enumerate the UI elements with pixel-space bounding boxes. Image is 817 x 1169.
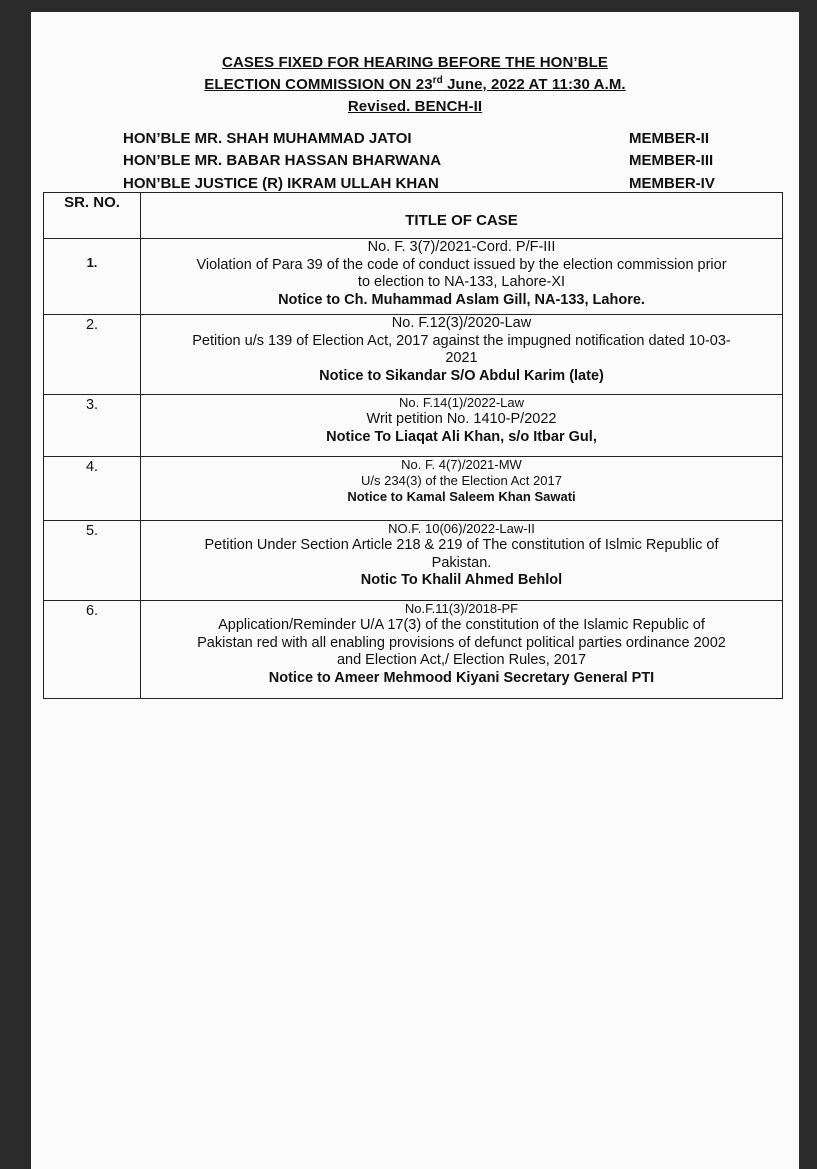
case-description: Pakistan. [431, 554, 492, 571]
case-title-cell [141, 395, 783, 457]
sr-no-cell: 6. [44, 601, 141, 699]
sr-no-cell: 1. [44, 239, 141, 315]
case-title-cell [141, 521, 783, 601]
case-file-number: No. F.12(3)/2020-Law [391, 315, 532, 331]
case-notice: Notic To Khalil Ahmed Behlol [360, 572, 563, 588]
table-row [44, 521, 783, 601]
sr-no-header: SR. NO. [44, 193, 141, 239]
heading-line-1: CASES FIXED FOR HEARING BEFORE THE HON’BLE [222, 54, 608, 71]
case-description: to election to NA-133, Lahore-XI [357, 274, 566, 290]
case-notice: Notice to Ch. Muhammad Aslam Gill, NA-133, Lahore. [278, 291, 645, 308]
case-description: Petition Under Section Article 218 & 219 of The constitution of Islmic Republic of [204, 537, 719, 553]
sr-no-cell: 5. [44, 521, 141, 601]
case-notice: Notice to Ameer Mehmood Kiyani Secretary General PTI [268, 669, 655, 686]
case-notice: Notice to Sikandar S/O Abdul Karim (late) [319, 367, 604, 384]
case-title-cell [141, 457, 783, 521]
heading-date-suffix: rd [432, 75, 443, 86]
heading-date-prefix: ELECTION COMMISSION ON 23 [204, 76, 433, 93]
table-row [44, 601, 783, 699]
case-description: and Election Act,/ Election Rules, 2017 [336, 652, 587, 668]
member-role-2: MEMBER-III [629, 152, 714, 169]
case-description: Application/Reminder U/A 17(3) of the constitution of the Islamic Republic of [218, 617, 705, 633]
cases-table [43, 192, 783, 699]
sr-no-cell: 3. [44, 395, 141, 457]
case-title-cell [141, 239, 783, 315]
sr-no-cell: 4. [44, 457, 141, 521]
case-file-number: No. F. 3(7)/2021-Cord. P/F-III [367, 239, 556, 255]
member-name-3: HON’BLE JUSTICE (R) IKRAM ULLAH KHAN [123, 175, 439, 192]
member-name-1: HON’BLE MR. SHAH MUHAMMAD JATOI [123, 130, 412, 147]
table-row [44, 395, 783, 457]
table-row [44, 315, 783, 395]
table-row [44, 239, 783, 315]
case-description: Writ petition No. 1410-P/2022 [366, 411, 557, 427]
case-title-cell [141, 315, 783, 395]
case-notice: Notice to Kamal Saleem Khan Sawati [347, 489, 576, 504]
case-file-number: No. F.14(1)/2022-Law [398, 395, 524, 410]
member-name-2: HON’BLE MR. BABAR HASSAN BHARWANA [123, 152, 442, 169]
heading-bench: Revised. BENCH-II [347, 98, 483, 115]
case-file-number: NO.F. 10(06)/2022-Law-II [388, 521, 535, 536]
case-description: Pakistan red with all enabling provisions of defunct political parties ordinance 2002 [197, 634, 726, 651]
case-notice: Notice To Liaqat Ali Khan, s/o Itbar Gul, [326, 428, 597, 445]
case-description: 2021 [445, 350, 478, 366]
case-description: Violation of Para 39 of the code of conduct issued by the election commission prior [196, 256, 727, 273]
case-file-number: No. F. 4(7)/2021-MW [401, 457, 522, 472]
case-title-cell [141, 601, 783, 699]
table-row [44, 457, 783, 521]
member-role-3: MEMBER-IV [629, 175, 715, 192]
sr-no-cell: 2. [44, 315, 141, 395]
table-header-row [44, 193, 783, 239]
case-description: Petition u/s 139 of Election Act, 2017 against the impugned notification dated 10-03- [192, 332, 731, 349]
document-page [31, 12, 799, 1169]
case-description: U/s 234(3) of the Election Act 2017 [361, 473, 562, 488]
title-header: TITLE OF CASE [141, 193, 783, 239]
case-file-number: No.F.11(3)/2018-PF [404, 601, 519, 616]
heading-line-2 [31, 76, 799, 93]
heading-date-time: June, 2022 AT 11:30 A.M. [442, 76, 626, 93]
member-role-1: MEMBER-II [629, 130, 709, 147]
